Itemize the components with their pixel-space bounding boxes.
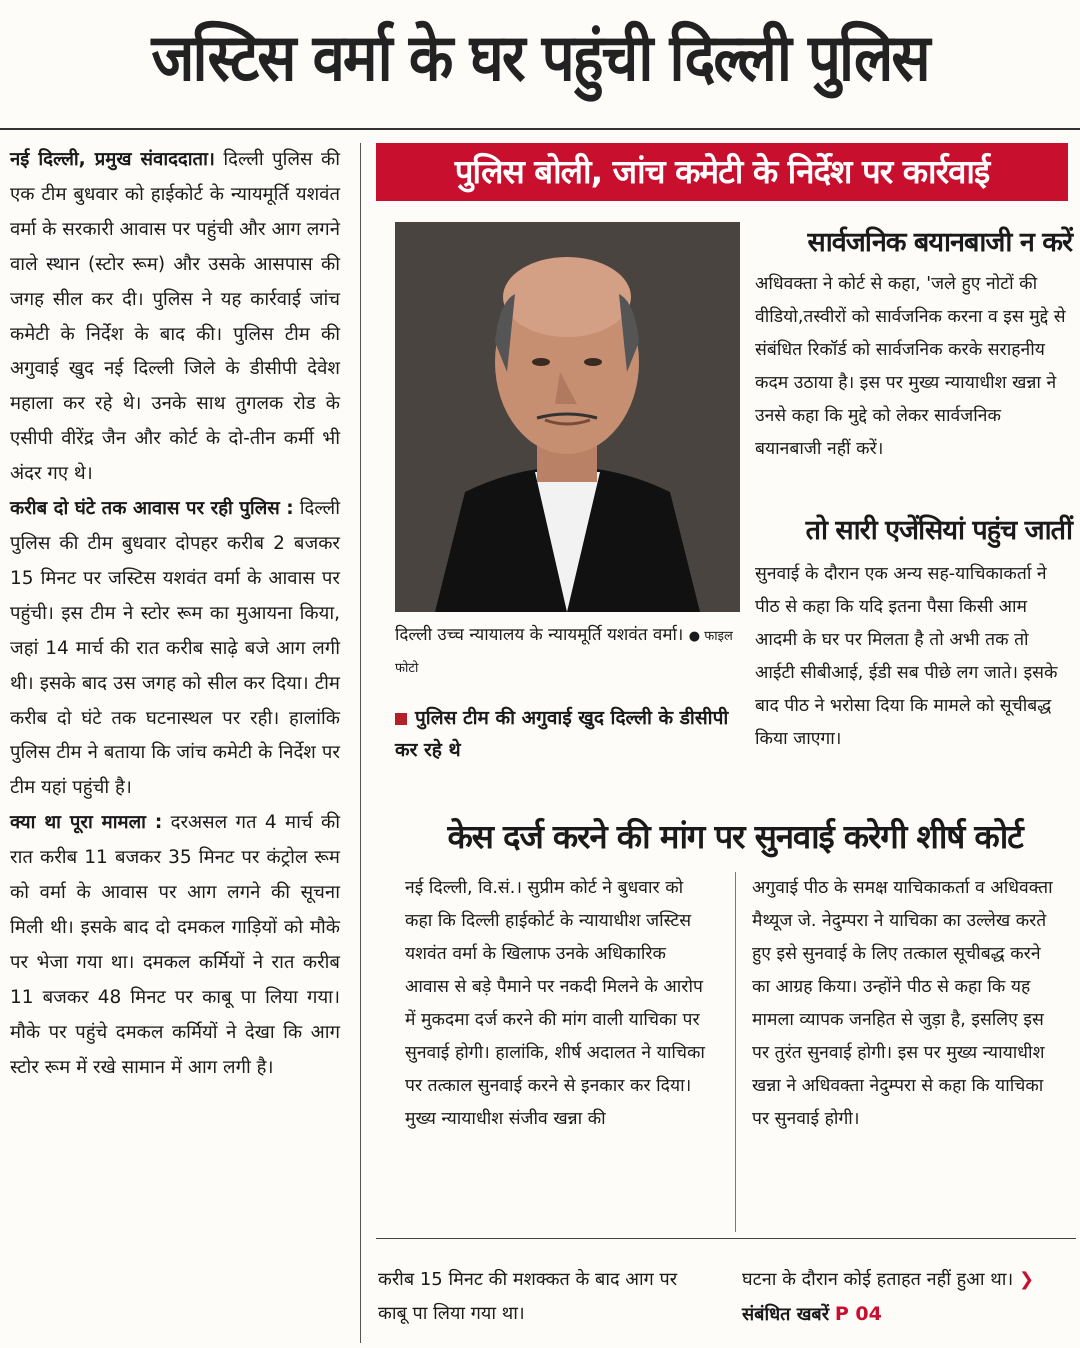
red-square-icon <box>395 713 407 725</box>
side-heading-1: सार्वजनिक बयानबाजी न करें <box>807 227 1072 258</box>
red-subheadline: पुलिस बोली, जांच कमेटी के निर्देश पर कार्रवाई <box>376 143 1068 201</box>
judge-photo <box>395 222 740 612</box>
side-heading-2: तो सारी एजेंसियां पहुंच जातीं <box>805 515 1072 546</box>
bottom-right-text: घटना के दौरान कोई हताहत नहीं हुआ था। <box>742 1269 1014 1290</box>
photo-caption <box>395 620 740 684</box>
column-divider <box>360 143 361 1343</box>
photo-credit: ● फाइल फोटो <box>395 629 733 676</box>
arrow-icon: ❯ <box>1018 1269 1035 1290</box>
left-column <box>10 143 340 1085</box>
left-para-1: दिल्ली पुलिस की एक टीम बुधवार को हाईकोर्ट के न्यायमूर्ति यशवंत वर्मा के सरकारी आवास पर पहुंची और आग लगने वाले स्थान (स्टोर रूम) और उसके आसपास की जगह सील कर दी। पुलिस ने यह कार्रवाई जांच कमेटी के निर्देश के बाद की। पुलिस टीम की अगुवाई खुद नई दिल्ली जिले के डीसीपी देवेश महाला कर रहे थे। उनके साथ तुगलक रोड के एसीपी वीरेंद्र जैन और कोर्ट के दो-तीन कर्मी भी अंदर गए थे। <box>10 149 340 485</box>
story2-column-2: अगुवाई पीठ के समक्ष याचिकाकर्ता व अधिवक्ता मैथ्यूज जे. नेदुम्परा ने याचिका का उल्लेख करते हुए इसे सुनवाई के लिए तत्काल सूचीबद्ध करने का आग्रह किया। उन्होंने पीठ से कहा कि यह मामला व्यापक जनहित से जुड़ा है, इसलिए इस पर तुरंत सुनवाई होगी। इस पर मुख्य न्यायाधीश खन्ना ने अधिवक्ता नेदुम्परा से कहा कि याचिका पर सुनवाई होगी। <box>752 878 1053 1129</box>
related-news-link[interactable]: संबंधित खबरें <box>742 1304 830 1325</box>
side-text-1: अधिवक्ता ने कोर्ट से कहा, 'जले हुए नोटों की वीडियो,तस्वीरों को सार्वजनिक करना व इस मुद्दे से संबंधित रिकॉर्ड को सार्वजनिक करके सराहनीय कदम उठाया है। इस पर मुख्य न्यायाधीश खन्ना ने उनसे कहा कि मुद्दे को लेकर सार्वजनिक बयानबाजी नहीं करें। <box>755 274 1066 459</box>
story2-headline: केस दर्ज करने की मांग पर सुनवाई करेगी शीर्ष कोर्ट <box>447 817 1023 856</box>
bottom-right-block <box>742 1263 1070 1332</box>
caption-text: दिल्ली उच्च न्यायालय के न्यायमूर्ति यशवंत वर्मा। <box>395 625 684 645</box>
bottom-rule <box>376 1238 1076 1239</box>
main-headline: जस्टिस वर्मा के घर पहुंची दिल्ली पुलिस <box>151 19 929 96</box>
story2-column-1: नई दिल्ली, वि.सं.। सुप्रीम कोर्ट ने बुधवार को कहा कि दिल्ली हाईकोर्ट के न्यायाधीश जस्टिस यशवंत वर्मा के खिलाफ उनके अधिकारिक आवास से बड़े पैमाने पर नकदी मिलने के आरोप में मुकदमा दर्ज करने की मांग वाली याचिका पर सुनवाई होगी। हालांकि, शीर्ष अदालत ने याचिका पर तत्काल सुनवाई करने से इनकार कर दिया। मुख्य न्यायाधीश संजीव खन्ना की <box>405 878 705 1129</box>
headline-rule <box>0 128 1080 130</box>
left-subhead-1: करीब दो घंटे तक आवास पर रही पुलिस : <box>10 498 294 520</box>
left-para-3: दरअसल गत 4 मार्च की रात करीब 11 बजकर 35 मिनट पर कंट्रोल रूम को वर्मा के आवास पर आग लगने की सूचना मिली थी। इसके बाद दो दमकल गाड़ियों को मौके पर भेजा गया था। दमकल कर्मियों ने रात करीब 11 बजकर 48 मिनट पर काबू पा लिया गया। मौके पर पहुंचे दमकल कर्मियों ने देखा कि आग स्टोर रूम में रखे सामान में आग लगी है। <box>10 812 340 1078</box>
side-text-2: सुनवाई के दौरान एक अन्य सह-याचिकाकर्ता ने पीठ से कहा कि यदि इतना पैसा किसी आम आदमी के घर पर मिलता है तो अभी तक तो आईटी सीबीआई, ईडी सब पीछे लग जाते। इसके बाद पीठ ने भरोसा दिया कि मामले को सूचीबद्ध किया जाएगा। <box>755 564 1058 749</box>
portrait-illustration <box>395 222 740 612</box>
pull-quote <box>395 702 740 766</box>
page-number: P 04 <box>834 1303 882 1325</box>
pull-quote-text: पुलिस टीम की अगुवाई खुद दिल्ली के डीसीपी कर रहे थे <box>395 707 729 761</box>
left-subhead-2: क्या था पूरा मामला : <box>10 812 163 834</box>
story2-divider <box>735 872 736 1232</box>
bottom-mid-text: करीब 15 मिनट की मशक्कत के बाद आग पर काबू पा लिया गया था। <box>378 1269 678 1324</box>
dateline: नई दिल्ली, प्रमुख संवाददाता। <box>10 149 215 170</box>
left-para-2: दिल्ली पुलिस की टीम बुधवार दोपहर करीब 2 बजकर 15 मिनट पर जस्टिस यशवंत वर्मा के आवास पर पहुंची। इस टीम ने स्टोर रूम का मुआयना किया, जहां 14 मार्च की रात करीब साढ़े बजे आग लगी थी। इसके बाद उस जगह को सील कर दिया। टीम करीब दो घंटे तक घटनास्थल पर रही। हालांकि पुलिस टीम ने बताया कि जांच कमेटी के निर्देश पर टीम यहां पहुंची है। <box>10 498 340 799</box>
